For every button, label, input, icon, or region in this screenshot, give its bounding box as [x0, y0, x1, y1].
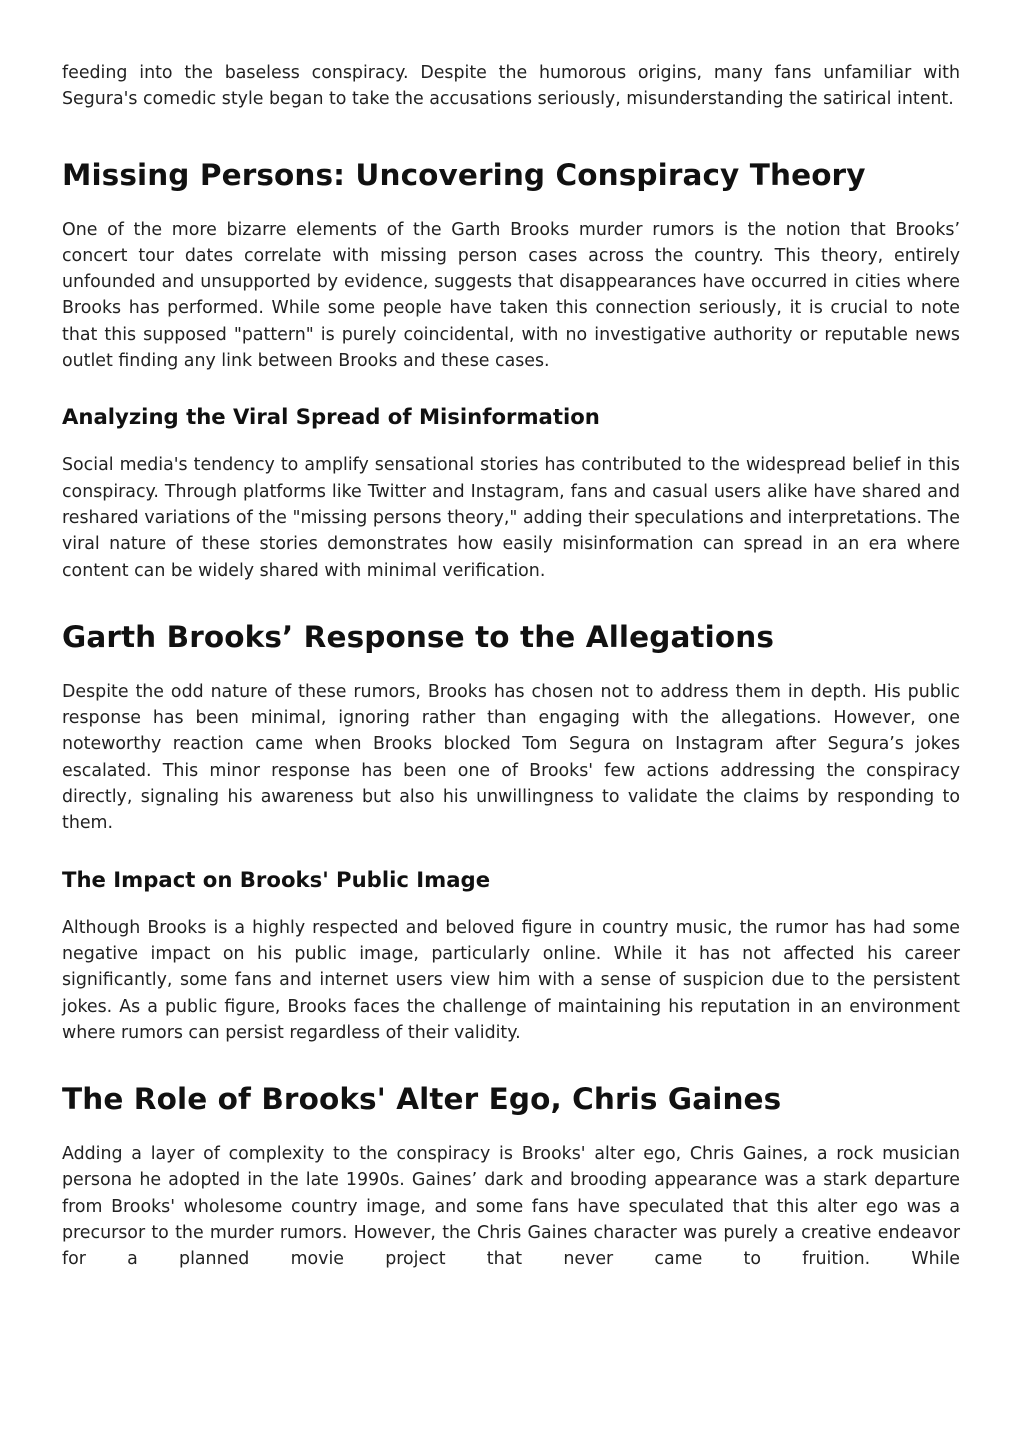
section-heading-brooks-response: Garth Brooks’ Response to the Allegations: [62, 619, 775, 654]
section-heading-chris-gaines: The Role of Brooks' Alter Ego, Chris Gaines: [62, 1082, 782, 1117]
article-page: [62, 60, 960, 1273]
section-chris-gaines: [62, 1079, 960, 1272]
section-missing-persons: [62, 155, 960, 584]
section-brooks-response: [62, 617, 960, 1046]
subparagraph-viral-spread: Social media's tendency to amplify sensational stories has contributed to the widespread belief in this conspiracy. Through platforms like Twitter and Instagram, fans and casual users alike have shared and reshared variations of the "missing persons theory," adding their speculations and interpretations. The viral nature of these stories demonstrates how easily misinformation can spread in an era where content can be widely shared with minimal verification.: [62, 455, 960, 581]
section-paragraph-missing-persons: One of the more bizarre elements of the Garth Brooks murder rumors is the notion that Brooks’ concert tour dates correlate with missing person cases across the country. This theory, entirely unfounded and unsupported by evidence, suggests that disappearances have occurred in cities where Brooks has performed. While some people have taken this connection seriously, it is crucial to note that this supposed "pattern" is purely coincidental, with no investigative authority or reputable news outlet finding any link between Brooks and these cases.: [62, 219, 960, 372]
subheading-viral-spread: Analyzing the Viral Spread of Misinformation: [62, 404, 600, 430]
intro-paragraph: feeding into the baseless conspiracy. Despite the humorous origins, many fans unfamiliar with Segura's comedic style began to take the accusations seriously, misunderstanding the satirical intent.: [62, 63, 960, 110]
subheading-public-image: The Impact on Brooks' Public Image: [62, 866, 491, 892]
subparagraph-public-image: Although Brooks is a highly respected and beloved figure in country music, the rumor has had some negative impact on his public image, particularly online. While it has not affected his career significantly, some fans and internet users view him with a sense of suspicion due to the persistent jokes. As a public figure, Brooks faces the challenge of maintaining his reputation in an environment where rumors can persist regardless of their validity.: [62, 917, 960, 1043]
section-paragraph-chris-gaines: Adding a layer of complexity to the conspiracy is Brooks' alter ego, Chris Gaines, a rock musician persona he adopted in the late 1990s. Gaines’ dark and brooding appearance was a stark departure from Brooks' wholesome country image, and some fans have speculated that this alter ego was a precursor to the murder rumors. However, the Chris Gaines character was purely a creative endeavor for a planned movie project that never came to fruition. While: [62, 1144, 960, 1270]
section-paragraph-brooks-response: Despite the odd nature of these rumors, Brooks has chosen not to address them in depth. His public response has been minimal, ignoring rather than engaging with the allegations. However, one noteworthy reaction came when Brooks blocked Tom Segura on Instagram after Segura’s jokes escalated. This minor response has been one of Brooks' few actions addressing the conspiracy directly, signaling his awareness but also his unwillingness to validate the claims by responding to them.: [62, 681, 960, 834]
section-heading-missing-persons: Missing Persons: Uncovering Conspiracy Theory: [62, 157, 866, 192]
